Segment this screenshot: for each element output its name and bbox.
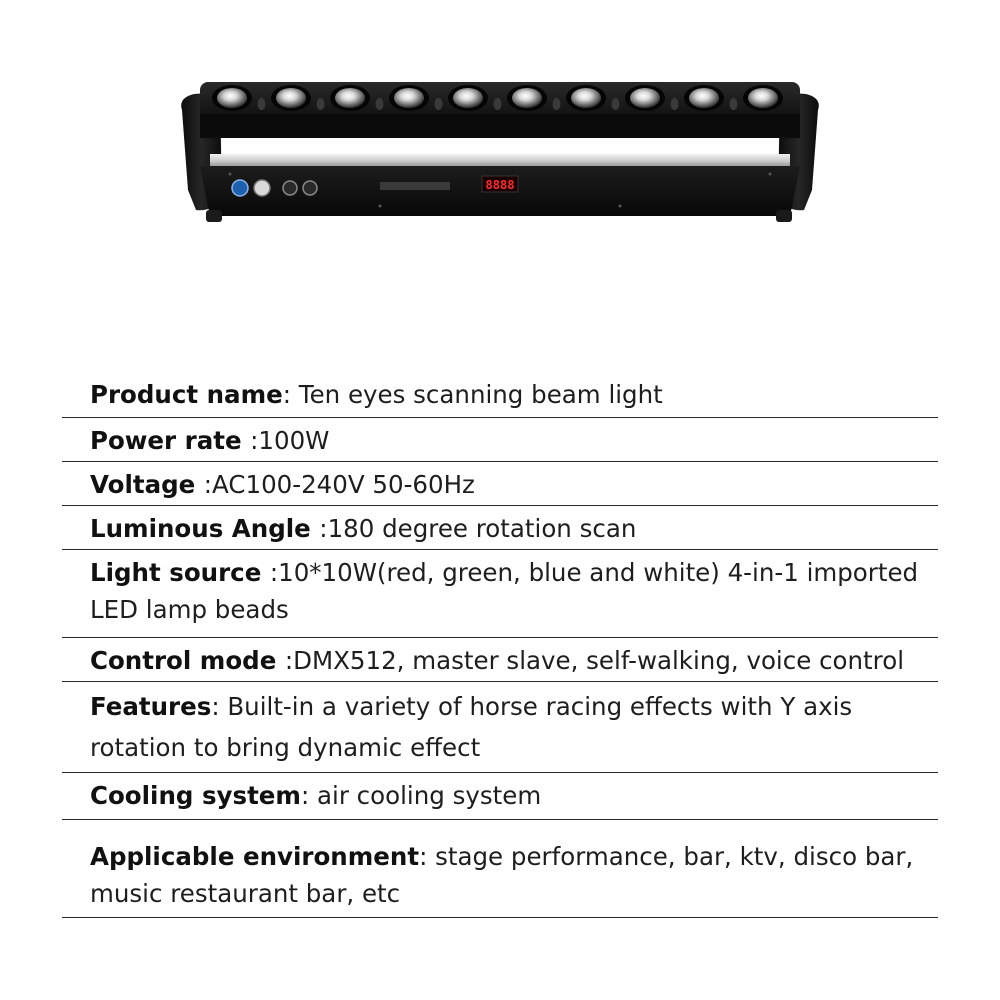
spec-value: Built-in a variety of horse racing effects with Y axis rotation to bring dynamic effect <box>90 692 853 762</box>
spec-row <box>62 773 938 820</box>
spec-label: Control mode <box>90 646 285 675</box>
lens-separator <box>730 98 738 110</box>
spec-row <box>62 372 938 418</box>
spec-value: 10*10W(red, green, blue and white) 4-in-1 imported LED lamp beads <box>90 558 919 624</box>
left-foot <box>206 210 222 222</box>
spec-label: Cooling system <box>90 781 301 810</box>
spec-label: Light source <box>90 558 270 587</box>
lens <box>271 85 311 111</box>
spec-row <box>62 462 938 506</box>
spec-row <box>62 550 938 638</box>
right-foot <box>776 210 792 222</box>
lens-separator <box>671 98 679 110</box>
lens <box>625 85 665 111</box>
beam-light-product-image <box>170 70 830 230</box>
spec-row <box>62 506 938 550</box>
spec-value: AC100-240V 50-60Hz <box>212 470 475 499</box>
spec-separator: : <box>211 692 228 721</box>
spec-row <box>62 820 938 918</box>
certification-marks <box>380 182 450 190</box>
spec-value: stage performance, bar, ktv, disco bar, music restaurant bar, etc <box>90 842 914 908</box>
lens-separator <box>258 98 266 110</box>
dmx-out-connector <box>303 181 317 195</box>
power-in-connector <box>232 180 248 196</box>
spec-separator: : <box>419 842 436 871</box>
spec-value: air cooling system <box>317 781 542 810</box>
lens-separator <box>494 98 502 110</box>
spec-row <box>62 682 938 773</box>
spec-separator: : <box>269 558 279 587</box>
spec-table <box>62 372 938 918</box>
spec-row <box>62 638 938 682</box>
lens <box>507 85 547 111</box>
spec-value: Ten eyes scanning beam light <box>298 380 663 409</box>
spec-value: 180 degree rotation scan <box>327 514 637 543</box>
spec-separator: : <box>282 380 299 409</box>
spec-label: Power rate <box>90 426 251 455</box>
lens <box>743 85 783 111</box>
lens <box>330 85 370 111</box>
lens <box>212 85 252 111</box>
spec-label: Luminous Angle <box>90 514 320 543</box>
lens-separator <box>612 98 620 110</box>
spec-separator: : <box>203 470 213 499</box>
spec-value: DMX512, master slave, self-walking, voice control <box>293 646 904 675</box>
power-out-connector <box>254 180 270 196</box>
lens-separator <box>317 98 325 110</box>
spec-separator: : <box>284 646 294 675</box>
spec-value: 100W <box>258 426 330 455</box>
silver-strip <box>210 154 790 168</box>
lens <box>448 85 488 111</box>
lens-separator <box>435 98 443 110</box>
lens <box>389 85 429 111</box>
lens <box>684 85 724 111</box>
spec-separator: : <box>319 514 328 543</box>
lens <box>566 85 606 111</box>
spec-row <box>62 418 938 462</box>
spec-label: Product name <box>90 380 283 409</box>
spec-label: Applicable environment <box>90 842 420 871</box>
lens-separator <box>376 98 384 110</box>
spec-label: Voltage <box>90 470 204 499</box>
lens-separator <box>553 98 561 110</box>
dmx-in-connector <box>283 181 297 195</box>
led-display-digits: 8888 <box>485 178 515 192</box>
spec-separator: : <box>300 781 317 810</box>
spec-separator: : <box>250 426 259 455</box>
spec-label: Features <box>90 692 212 721</box>
